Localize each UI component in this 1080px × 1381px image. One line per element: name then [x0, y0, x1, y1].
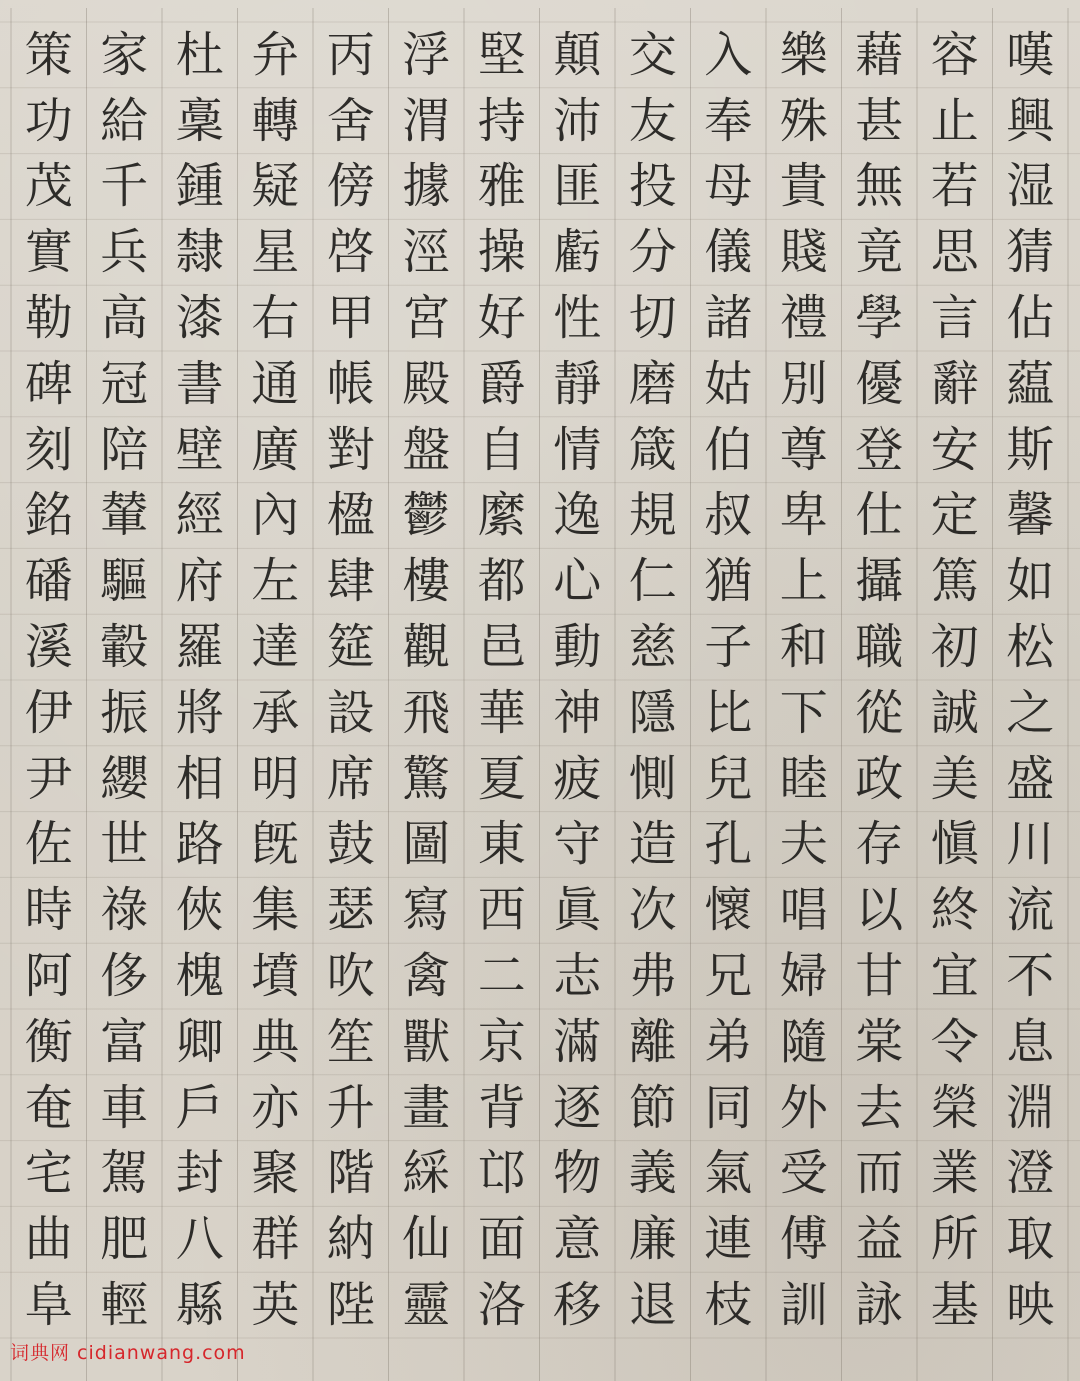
text-column [999, 22, 1061, 1338]
seal-character: 筵 [326, 619, 375, 676]
seal-character: 席 [326, 750, 375, 807]
seal-character: 縻 [477, 487, 526, 544]
seal-character: 同 [704, 1079, 753, 1136]
seal-character: 好 [477, 290, 526, 347]
seal-character: 如 [1006, 553, 1055, 610]
seal-character: 盤 [402, 421, 451, 478]
seal-character: 孔 [704, 816, 753, 873]
seal-character: 八 [175, 1211, 224, 1268]
text-column [93, 22, 155, 1338]
seal-character: 移 [553, 1277, 602, 1334]
seal-character: 性 [553, 290, 602, 347]
seal-character: 壁 [175, 421, 224, 478]
seal-character: 叔 [704, 487, 753, 544]
seal-character: 將 [175, 684, 224, 741]
seal-character: 疑 [251, 158, 300, 215]
seal-character: 明 [251, 750, 300, 807]
seal-character: 封 [175, 1145, 224, 1202]
seal-character: 思 [930, 224, 979, 281]
seal-character: 優 [855, 355, 904, 412]
seal-character: 墳 [251, 948, 300, 1005]
seal-character: 猜 [1006, 224, 1055, 281]
seal-character: 洛 [477, 1277, 526, 1334]
seal-character: 兄 [704, 948, 753, 1005]
text-column [471, 22, 533, 1338]
seal-character: 入 [704, 26, 753, 83]
seal-character: 侈 [100, 948, 149, 1005]
seal-character: 棠 [855, 1013, 904, 1070]
seal-character: 涇 [402, 224, 451, 281]
seal-character: 集 [251, 882, 300, 939]
seal-character: 丙 [326, 26, 375, 83]
seal-character: 轂 [100, 619, 149, 676]
seal-character: 所 [930, 1211, 979, 1268]
seal-character: 箴 [628, 421, 677, 478]
seal-character: 動 [553, 619, 602, 676]
seal-character: 車 [100, 1079, 149, 1136]
seal-character: 路 [175, 816, 224, 873]
seal-character: 右 [251, 290, 300, 347]
seal-character: 眞 [553, 882, 602, 939]
seal-character: 面 [477, 1211, 526, 1268]
seal-character: 纓 [100, 750, 149, 807]
seal-character: 吹 [326, 948, 375, 1005]
seal-character: 而 [855, 1145, 904, 1202]
seal-character: 終 [930, 882, 979, 939]
seal-character: 傍 [326, 158, 375, 215]
seal-character: 戶 [175, 1079, 224, 1136]
seal-character: 堅 [477, 26, 526, 83]
seal-character: 冠 [100, 355, 149, 412]
seal-character: 志 [553, 948, 602, 1005]
seal-character: 宅 [24, 1145, 73, 1202]
seal-character: 無 [855, 158, 904, 215]
seal-character: 隨 [779, 1013, 828, 1070]
seal-character: 輕 [100, 1277, 149, 1334]
seal-character: 都 [477, 553, 526, 610]
seal-character: 情 [553, 421, 602, 478]
seal-character: 策 [24, 26, 73, 83]
seal-character: 仙 [402, 1211, 451, 1268]
seal-character: 殿 [402, 355, 451, 412]
seal-character: 圖 [402, 816, 451, 873]
seal-character: 相 [175, 750, 224, 807]
seal-character: 甚 [855, 92, 904, 149]
seal-character: 攝 [855, 553, 904, 610]
seal-character: 廣 [251, 421, 300, 478]
seal-character: 息 [1006, 1013, 1055, 1070]
seal-character: 登 [855, 421, 904, 478]
seal-character: 靈 [402, 1277, 451, 1334]
seal-character: 富 [100, 1013, 149, 1070]
seal-character: 轉 [251, 92, 300, 149]
seal-character: 淵 [1006, 1079, 1055, 1136]
seal-character: 友 [628, 92, 677, 149]
seal-character: 若 [930, 158, 979, 215]
seal-character: 令 [930, 1013, 979, 1070]
seal-character: 漆 [175, 290, 224, 347]
seal-character: 從 [855, 684, 904, 741]
seal-character: 觀 [402, 619, 451, 676]
text-column [848, 22, 910, 1338]
seal-character: 勒 [24, 290, 73, 347]
seal-character: 懷 [704, 882, 753, 939]
seal-character: 受 [779, 1145, 828, 1202]
seal-character: 嘆 [1006, 26, 1055, 83]
text-column [546, 22, 608, 1338]
seal-character: 承 [251, 684, 300, 741]
text-column [244, 22, 306, 1338]
seal-character: 安 [930, 421, 979, 478]
seal-character: 慈 [628, 619, 677, 676]
seal-character: 子 [704, 619, 753, 676]
seal-character: 映 [1006, 1277, 1055, 1334]
seal-character: 對 [326, 421, 375, 478]
seal-character: 虧 [553, 224, 602, 281]
seal-character: 卑 [779, 487, 828, 544]
seal-character: 給 [100, 92, 149, 149]
seal-character: 辭 [930, 355, 979, 412]
text-column [622, 22, 684, 1338]
seal-character: 仕 [855, 487, 904, 544]
seal-character: 碑 [24, 355, 73, 412]
seal-character: 伊 [24, 684, 73, 741]
seal-character: 詠 [855, 1277, 904, 1334]
seal-character: 實 [24, 224, 73, 281]
seal-character: 基 [930, 1277, 979, 1334]
seal-character: 驅 [100, 553, 149, 610]
seal-character: 自 [477, 421, 526, 478]
seal-character: 益 [855, 1211, 904, 1268]
seal-character: 廉 [628, 1211, 677, 1268]
seal-character: 外 [779, 1079, 828, 1136]
seal-character: 衡 [24, 1013, 73, 1070]
seal-character: 樂 [779, 26, 828, 83]
seal-character: 甲 [326, 290, 375, 347]
seal-character: 和 [779, 619, 828, 676]
text-column [320, 22, 382, 1338]
seal-character: 次 [628, 882, 677, 939]
seal-character: 持 [477, 92, 526, 149]
seal-character: 政 [855, 750, 904, 807]
seal-character: 卿 [175, 1013, 224, 1070]
seal-character: 千 [100, 158, 149, 215]
seal-character: 升 [326, 1079, 375, 1136]
seal-character: 賤 [779, 224, 828, 281]
seal-character: 東 [477, 816, 526, 873]
seal-character: 儀 [704, 224, 753, 281]
seal-character: 靜 [553, 355, 602, 412]
seal-character: 誠 [930, 684, 979, 741]
seal-character: 交 [628, 26, 677, 83]
seal-character: 別 [779, 355, 828, 412]
seal-character: 美 [930, 750, 979, 807]
seal-character: 流 [1006, 882, 1055, 939]
seal-character: 弗 [628, 948, 677, 1005]
seal-character: 連 [704, 1211, 753, 1268]
seal-character: 輦 [100, 487, 149, 544]
seal-character: 俠 [175, 882, 224, 939]
seal-character: 刻 [24, 421, 73, 478]
text-column [169, 22, 231, 1338]
seal-character: 奉 [704, 92, 753, 149]
seal-character: 書 [175, 355, 224, 412]
seal-character: 初 [930, 619, 979, 676]
seal-character: 曲 [24, 1211, 73, 1268]
seal-character: 業 [930, 1145, 979, 1202]
seal-character: 母 [704, 158, 753, 215]
seal-character: 姑 [704, 355, 753, 412]
seal-character: 驚 [402, 750, 451, 807]
seal-character: 府 [175, 553, 224, 610]
seal-character: 佐 [24, 816, 73, 873]
seal-character: 容 [930, 26, 979, 83]
seal-character: 二 [477, 948, 526, 1005]
seal-character: 陛 [326, 1277, 375, 1334]
seal-character: 帳 [326, 355, 375, 412]
seal-character: 獸 [402, 1013, 451, 1070]
seal-character: 祿 [100, 882, 149, 939]
seal-character: 貴 [779, 158, 828, 215]
seal-character: 舍 [326, 92, 375, 149]
seal-character: 義 [628, 1145, 677, 1202]
seal-character: 逐 [553, 1079, 602, 1136]
seal-character: 惻 [628, 750, 677, 807]
seal-character: 聚 [251, 1145, 300, 1202]
text-column [18, 22, 80, 1338]
seal-character: 殊 [779, 92, 828, 149]
seal-character: 瑟 [326, 882, 375, 939]
seal-character: 甘 [855, 948, 904, 1005]
seal-character: 背 [477, 1079, 526, 1136]
seal-character: 旣 [251, 816, 300, 873]
seal-character: 浮 [402, 26, 451, 83]
seal-character: 英 [251, 1277, 300, 1334]
text-column [395, 22, 457, 1338]
seal-character: 興 [1006, 92, 1055, 149]
seal-character: 尹 [24, 750, 73, 807]
seal-character: 意 [553, 1211, 602, 1268]
seal-character: 傅 [779, 1211, 828, 1268]
seal-character: 造 [628, 816, 677, 873]
seal-character: 節 [628, 1079, 677, 1136]
seal-character: 華 [477, 684, 526, 741]
seal-character: 上 [779, 553, 828, 610]
seal-character: 階 [326, 1145, 375, 1202]
seal-character: 取 [1006, 1211, 1055, 1268]
seal-character: 綵 [402, 1145, 451, 1202]
text-column [924, 22, 986, 1338]
seal-character: 溪 [24, 619, 73, 676]
seal-character: 京 [477, 1013, 526, 1070]
seal-character: 陪 [100, 421, 149, 478]
seal-character: 阿 [24, 948, 73, 1005]
seal-character: 退 [628, 1277, 677, 1334]
seal-character: 高 [100, 290, 149, 347]
seal-character: 氣 [704, 1145, 753, 1202]
seal-character: 設 [326, 684, 375, 741]
seal-character: 以 [855, 882, 904, 939]
seal-character: 藉 [855, 26, 904, 83]
seal-character: 左 [251, 553, 300, 610]
seal-character: 夏 [477, 750, 526, 807]
seal-character: 枝 [704, 1277, 753, 1334]
seal-character: 駕 [100, 1145, 149, 1202]
seal-character: 寫 [402, 882, 451, 939]
seal-character: 滿 [553, 1013, 602, 1070]
seal-character: 達 [251, 619, 300, 676]
seal-character: 榮 [930, 1079, 979, 1136]
seal-character: 去 [855, 1079, 904, 1136]
seal-character: 雅 [477, 158, 526, 215]
seal-character: 功 [24, 92, 73, 149]
seal-character: 顛 [553, 26, 602, 83]
seal-character: 言 [930, 290, 979, 347]
seal-character: 羅 [175, 619, 224, 676]
seal-character: 典 [251, 1013, 300, 1070]
seal-character: 愼 [930, 816, 979, 873]
seal-character: 尊 [779, 421, 828, 478]
seal-character: 畫 [402, 1079, 451, 1136]
seal-character: 神 [553, 684, 602, 741]
seal-character: 湿 [1006, 158, 1055, 215]
seal-character: 肥 [100, 1211, 149, 1268]
seal-character: 伯 [704, 421, 753, 478]
seal-character: 磨 [628, 355, 677, 412]
seal-character: 渭 [402, 92, 451, 149]
text-column [773, 22, 835, 1338]
seal-character: 隱 [628, 684, 677, 741]
seal-character: 比 [704, 684, 753, 741]
seal-character: 規 [628, 487, 677, 544]
seal-character: 西 [477, 882, 526, 939]
seal-character: 操 [477, 224, 526, 281]
seal-character: 夫 [779, 816, 828, 873]
seal-character: 沛 [553, 92, 602, 149]
seal-character: 佔 [1006, 290, 1055, 347]
seal-character: 肆 [326, 553, 375, 610]
seal-character: 世 [100, 816, 149, 873]
seal-character: 竟 [855, 224, 904, 281]
seal-character: 笙 [326, 1013, 375, 1070]
seal-character: 宮 [402, 290, 451, 347]
seal-character: 止 [930, 92, 979, 149]
seal-character: 稾 [175, 92, 224, 149]
seal-character: 弁 [251, 26, 300, 83]
seal-character: 振 [100, 684, 149, 741]
seal-character: 杜 [175, 26, 224, 83]
seal-character: 存 [855, 816, 904, 873]
seal-character: 猶 [704, 553, 753, 610]
seal-character: 內 [251, 487, 300, 544]
seal-character: 物 [553, 1145, 602, 1202]
seal-character: 據 [402, 158, 451, 215]
seal-character: 諸 [704, 290, 753, 347]
seal-character: 守 [553, 816, 602, 873]
seal-character: 學 [855, 290, 904, 347]
seal-character: 馨 [1006, 487, 1055, 544]
seal-character: 唱 [779, 882, 828, 939]
seal-character: 茂 [24, 158, 73, 215]
text-column [697, 22, 759, 1338]
seal-character: 邙 [477, 1145, 526, 1202]
seal-character: 逸 [553, 487, 602, 544]
seal-character: 之 [1006, 684, 1055, 741]
seal-character: 兒 [704, 750, 753, 807]
seal-character: 爵 [477, 355, 526, 412]
seal-character: 盛 [1006, 750, 1055, 807]
seal-character: 鼓 [326, 816, 375, 873]
seal-character: 川 [1006, 816, 1055, 873]
seal-character: 心 [553, 553, 602, 610]
seal-character: 宜 [930, 948, 979, 1005]
seal-character: 匪 [553, 158, 602, 215]
seal-character: 澄 [1006, 1145, 1055, 1202]
seal-character: 飛 [402, 684, 451, 741]
seal-character: 阜 [24, 1277, 73, 1334]
seal-character: 離 [628, 1013, 677, 1070]
seal-character: 禽 [402, 948, 451, 1005]
seal-character: 下 [779, 684, 828, 741]
seal-character: 縣 [175, 1277, 224, 1334]
seal-character: 睦 [779, 750, 828, 807]
seal-character: 啓 [326, 224, 375, 281]
seal-character: 訓 [779, 1277, 828, 1334]
seal-character: 亦 [251, 1079, 300, 1136]
seal-character: 星 [251, 224, 300, 281]
seal-character: 納 [326, 1211, 375, 1268]
seal-character: 仁 [628, 553, 677, 610]
seal-character: 奄 [24, 1079, 73, 1136]
seal-character: 分 [628, 224, 677, 281]
seal-character: 弟 [704, 1013, 753, 1070]
seal-character: 鬱 [402, 487, 451, 544]
seal-character: 磻 [24, 553, 73, 610]
seal-character: 時 [24, 882, 73, 939]
seal-character: 斯 [1006, 421, 1055, 478]
seal-character: 邑 [477, 619, 526, 676]
seal-character: 鍾 [175, 158, 224, 215]
seal-character: 婦 [779, 948, 828, 1005]
seal-character: 通 [251, 355, 300, 412]
seal-character: 禮 [779, 290, 828, 347]
watermark: 词典网 cidianwang.com [10, 1342, 246, 1364]
seal-character: 銘 [24, 487, 73, 544]
seal-character: 投 [628, 158, 677, 215]
seal-character: 楹 [326, 487, 375, 544]
seal-character: 隸 [175, 224, 224, 281]
seal-character: 槐 [175, 948, 224, 1005]
seal-character: 不 [1006, 948, 1055, 1005]
seal-character: 兵 [100, 224, 149, 281]
seal-character: 切 [628, 290, 677, 347]
seal-character: 藴 [1006, 355, 1055, 412]
seal-character: 樓 [402, 553, 451, 610]
seal-character: 松 [1006, 619, 1055, 676]
seal-character: 經 [175, 487, 224, 544]
seal-character: 職 [855, 619, 904, 676]
seal-character: 疲 [553, 750, 602, 807]
seal-character: 定 [930, 487, 979, 544]
seal-character: 家 [100, 26, 149, 83]
seal-character: 群 [251, 1211, 300, 1268]
seal-character: 篤 [930, 553, 979, 610]
